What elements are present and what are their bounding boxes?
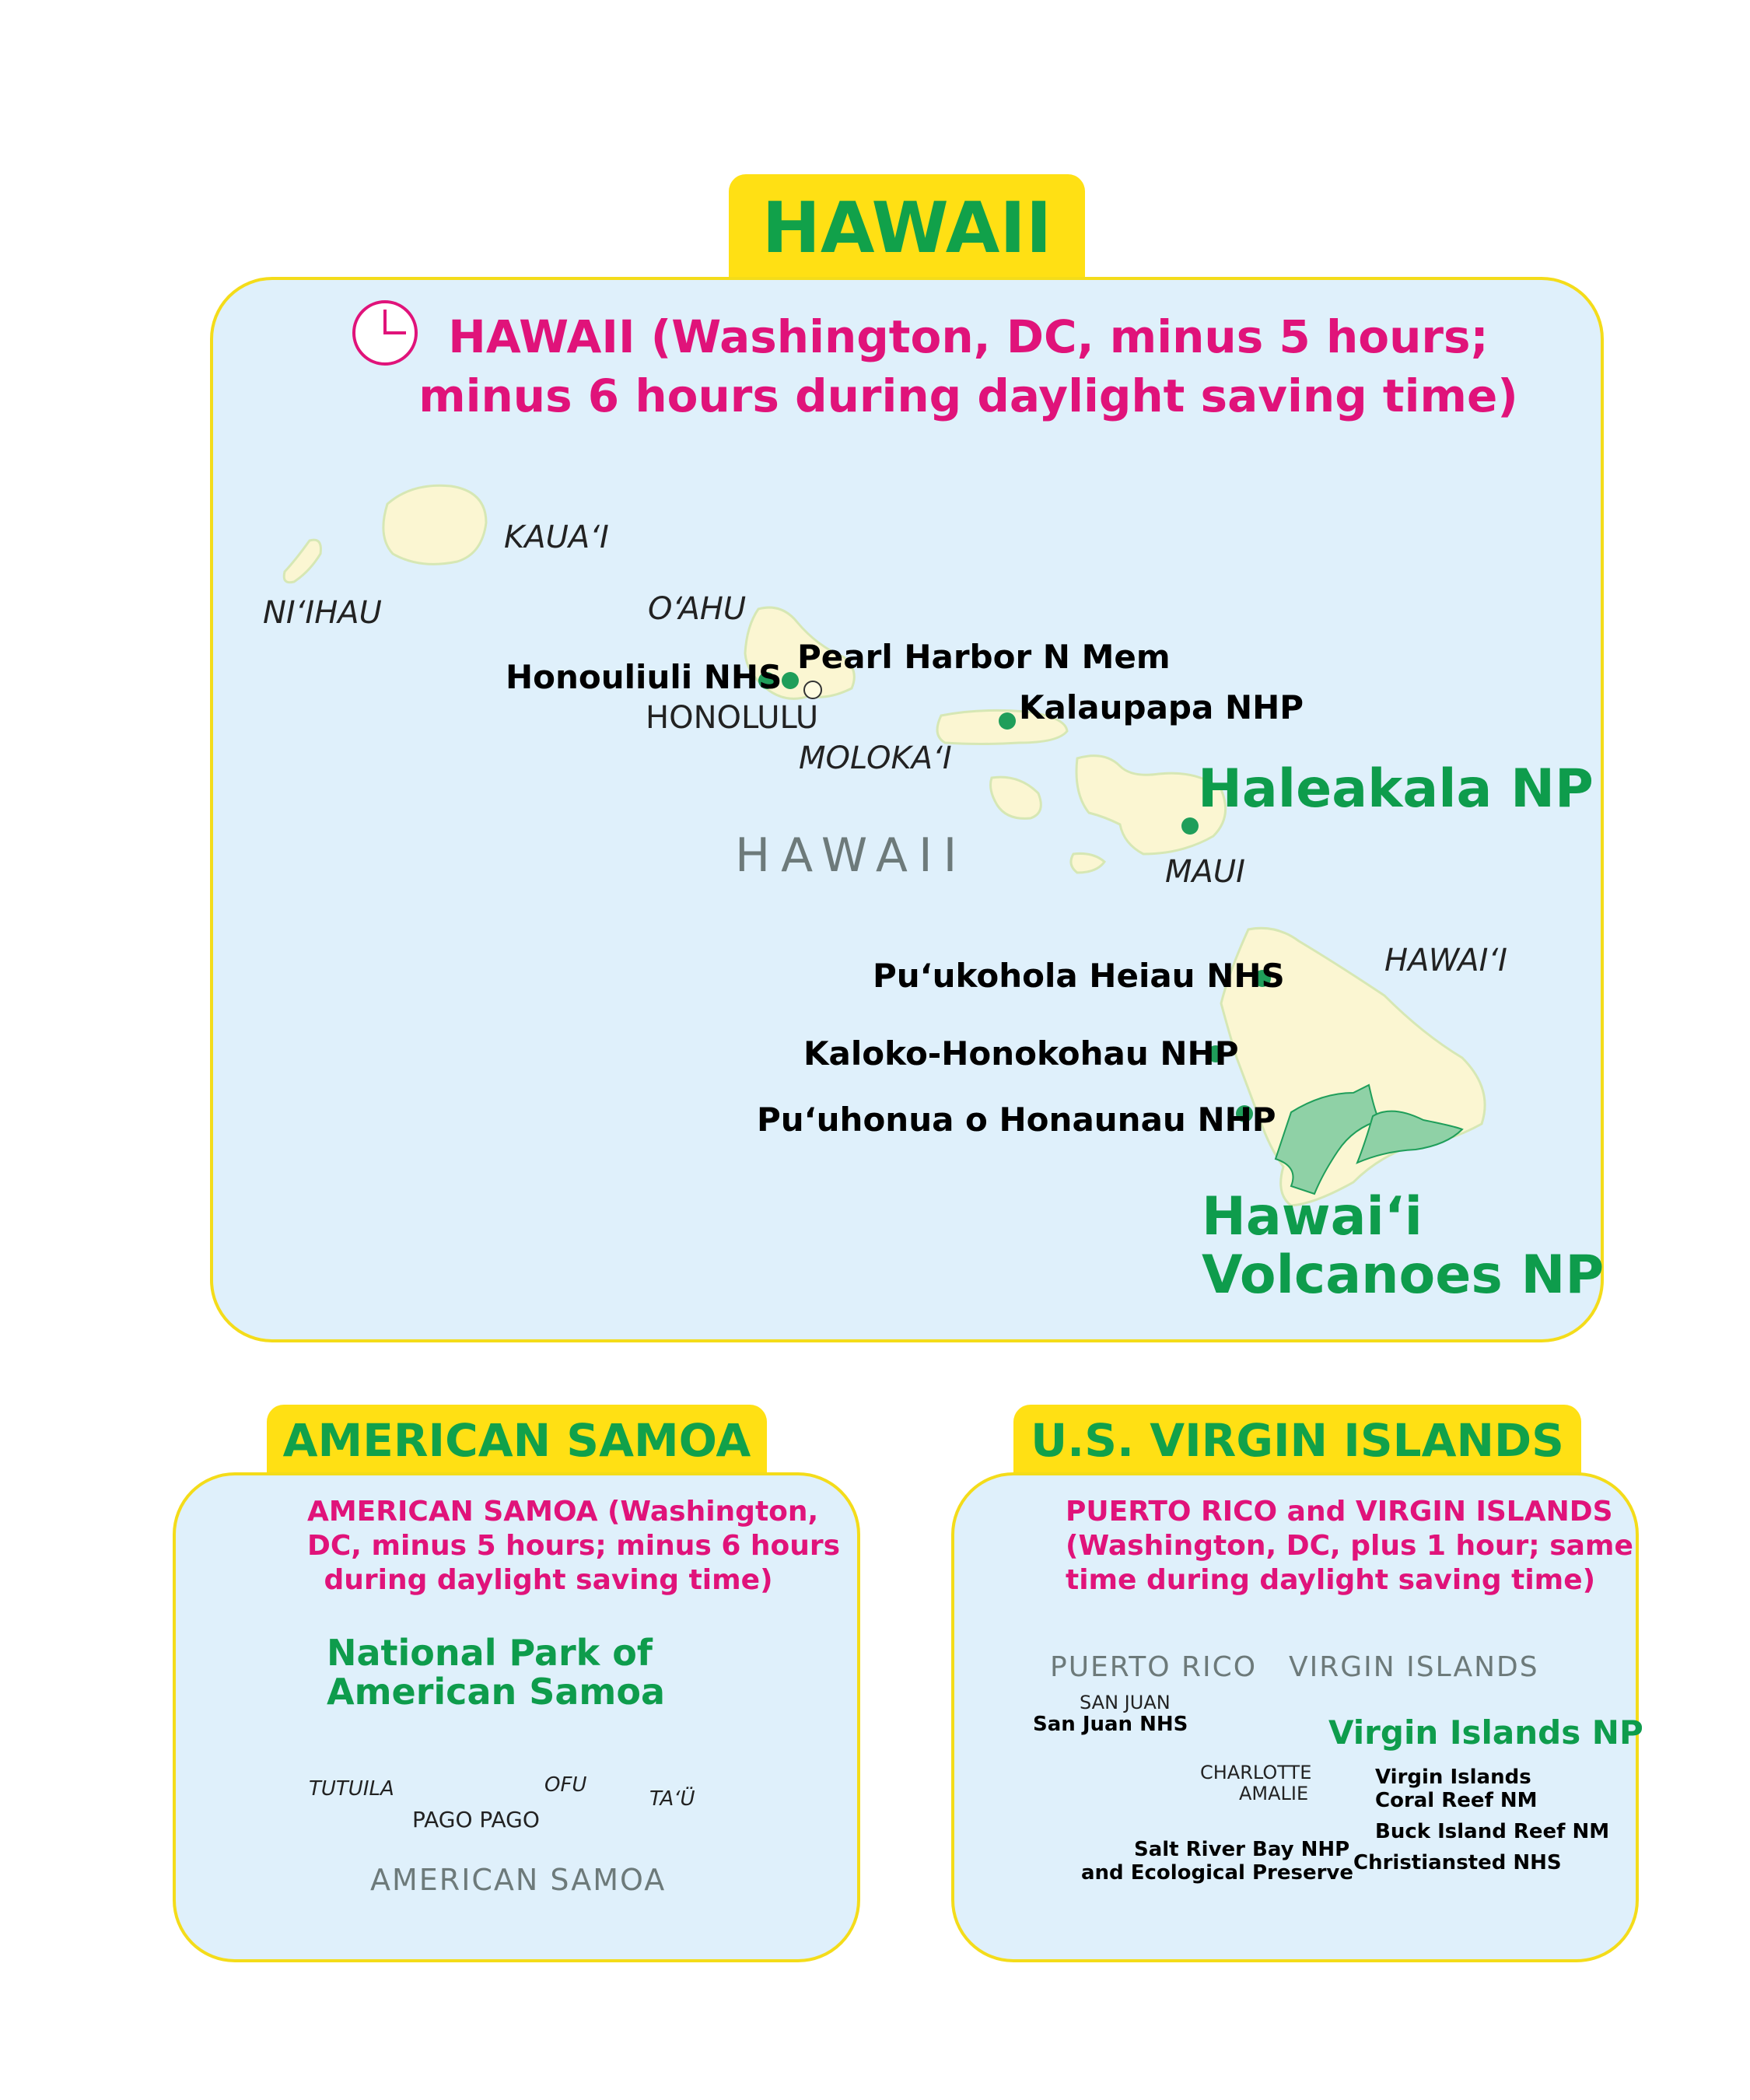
hawaii-timezone-line1: HAWAII (Washington, DC, minus 5 hours; [448, 310, 1489, 363]
virgin-timezone [1066, 1495, 1633, 1598]
np-label-volcanoes-line1: Hawai‘i [1202, 1186, 1423, 1248]
park-label-puukohola: Pu‘ukohola Heiau NHS [873, 957, 1285, 995]
region-label-samoa: AMERICAN SAMOA [370, 1863, 667, 1897]
park-label-christiansted: Christiansted NHS [1353, 1851, 1562, 1874]
niihau-island [284, 540, 320, 583]
region-label-hawaii: HAWAII [735, 828, 968, 883]
np-label-volcanoes-line2: Volcanoes NP [1202, 1244, 1605, 1306]
city-label-pago-pago: PAGO PAGO [412, 1807, 540, 1832]
samoa-timezone-line1: AMERICAN SAMOA (Washington, [307, 1496, 819, 1528]
np-label-samoa-line1: National Park of [327, 1632, 653, 1674]
virgin-tab-title: U.S. VIRGIN ISLANDS [1031, 1414, 1564, 1467]
park-label-pearl-harbor: Pearl Harbor N Mem [797, 638, 1171, 676]
city-label-san-juan: SAN JUAN [1080, 1692, 1171, 1713]
hawaii-timezone-line2: minus 6 hours during daylight saving time) [418, 369, 1518, 422]
samoa-tab-title: AMERICAN SAMOA [282, 1414, 751, 1467]
region-label-puerto-rico: PUERTO RICO [1050, 1651, 1258, 1683]
island-label-kauai: KAUA‘I [504, 520, 609, 555]
haleakala-dot [1181, 817, 1199, 835]
park-label-salt-river: Salt River Bay NHP [1134, 1838, 1350, 1861]
np-label-samoa-line2: American Samoa [327, 1671, 666, 1713]
hawaii-tab-title: HAWAII [761, 187, 1052, 269]
island-label-hawaii: HAWAI‘I [1384, 943, 1507, 978]
park-label-ecological-preserve: and Ecological Preserve [1081, 1861, 1353, 1885]
city-label-charlotte: CHARLOTTE [1200, 1762, 1312, 1783]
lanai-island [991, 777, 1041, 818]
np-label-haleakala: Haleakala NP [1198, 758, 1594, 820]
park-label-kalaupapa: Kalaupapa NHP [1019, 688, 1304, 726]
island-label-tau: TA‘Ü [649, 1787, 695, 1811]
park-label-virgin-islands: Virgin Islands [1375, 1766, 1531, 1789]
virgin-tab [1013, 1405, 1581, 1476]
city-label-honolulu: HONOLULU [646, 700, 819, 736]
park-label-buck-island: Buck Island Reef NM [1375, 1820, 1610, 1843]
kalaupapa-dot [999, 712, 1016, 730]
kahoolawe-island [1071, 853, 1104, 873]
region-label-virgin-islands: VIRGIN ISLANDS [1289, 1651, 1539, 1683]
samoa-timezone [307, 1495, 841, 1598]
honolulu-city-dot [804, 681, 821, 698]
samoa-timezone-line3: during daylight saving time) [324, 1564, 773, 1596]
island-label-ofu: OFU [544, 1773, 587, 1797]
park-label-honouliuli: Honouliuli NHS [506, 658, 782, 696]
pearl-harbor-dot [782, 672, 799, 689]
island-label-niihau: NI‘IHAU [263, 595, 382, 631]
park-label-kaloko: Kaloko-Honokohau NHP [803, 1034, 1239, 1073]
park-label-puuhonua: Pu‘uhonua o Honaunau NHP [757, 1101, 1276, 1139]
park-label-coral-reef: Coral Reef NM [1375, 1789, 1538, 1812]
np-label-virgin-islands: Virgin Islands NP [1328, 1713, 1643, 1752]
clock-icon [354, 302, 416, 364]
island-label-tutuila: TUTUILA [309, 1777, 394, 1801]
island-label-molokai: MOLOKA‘I [799, 740, 952, 776]
samoa-tab [267, 1405, 767, 1476]
city-label-amalie: AMALIE [1239, 1783, 1309, 1804]
park-label-san-juan-nhs: San Juan NHS [1033, 1713, 1188, 1736]
kauai-island [383, 485, 486, 564]
samoa-timezone-line2: DC, minus 5 hours; minus 6 hours [307, 1530, 841, 1562]
virgin-timezone-line2: (Washington, DC, plus 1 hour; same [1066, 1530, 1633, 1562]
virgin-timezone-line3: time during daylight saving time) [1066, 1564, 1596, 1596]
virgin-timezone-line1: PUERTO RICO and VIRGIN ISLANDS [1066, 1496, 1613, 1528]
island-label-oahu: O‘AHU [648, 591, 747, 627]
island-label-maui: MAUI [1165, 854, 1245, 890]
